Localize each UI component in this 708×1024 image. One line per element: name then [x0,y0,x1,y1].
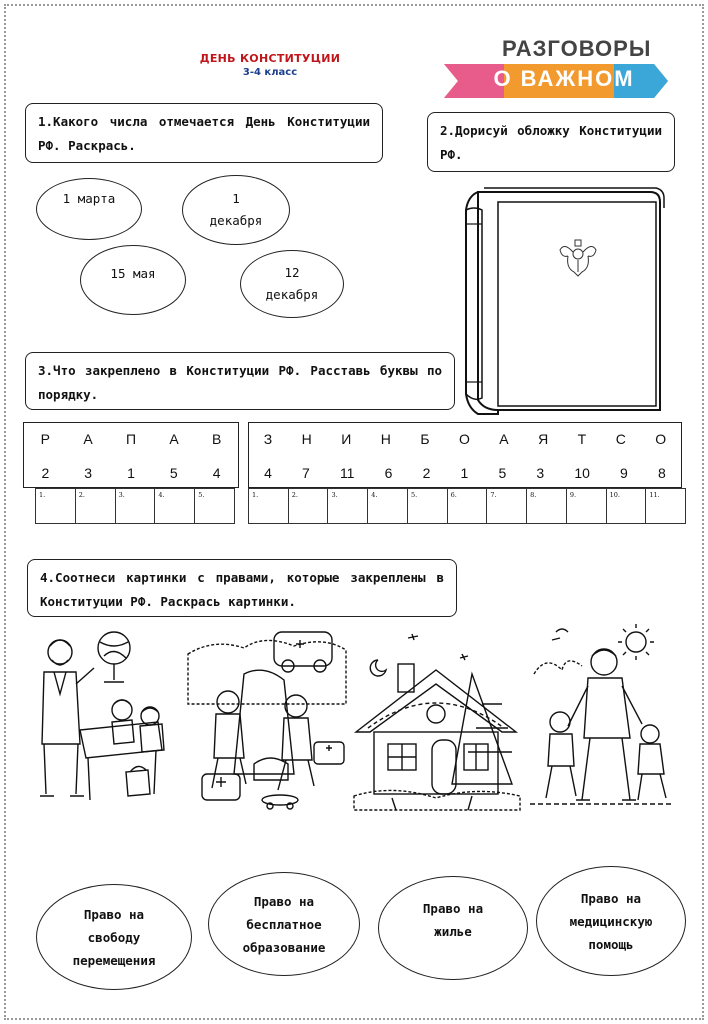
cell-index: 11. [649,491,660,499]
right-line: образование [242,939,326,955]
answer-cell[interactable] [646,489,685,523]
letter: Я [538,431,549,447]
option-line: 1 [232,191,240,206]
letter: С [615,431,626,447]
word2-numbers [249,465,681,481]
date-option-oval[interactable] [36,178,142,240]
cell-index: 2. [78,491,85,499]
task4-box [27,559,457,617]
right-line: бесплатное [246,916,322,932]
letter: З [263,431,273,447]
right-line: помощь [588,936,634,952]
number: 1 [127,465,135,481]
task3-text: 3.Что закреплено в Конституции РФ. Расставь буквы по порядку. [38,363,442,402]
number: 7 [302,465,310,481]
answer-cell[interactable] [607,489,647,523]
word1-answer-row [35,488,235,524]
answer-cell[interactable] [527,489,567,523]
task1-box [25,103,383,163]
cell-index: 10. [609,491,620,499]
number: 4 [264,465,272,481]
logo-top-text: РАЗГОВОРЫ [502,36,652,61]
letter: П [125,431,137,447]
answer-cell[interactable] [487,489,527,523]
cell-index: 3. [118,491,125,499]
answer-cell[interactable] [155,489,195,523]
word2-letters [249,431,681,447]
answer-cell[interactable] [408,489,448,523]
answer-cell[interactable] [368,489,408,523]
task1-text: 1.Какого числа отмечается День Конституции РФ. Раскрась. [38,114,370,153]
letter: О [458,431,470,447]
medics-picture-icon[interactable] [184,624,350,814]
cell-index: 4. [371,491,378,499]
cell-index: 1. [252,491,259,499]
cell-index: 2. [291,491,298,499]
letter: Т [577,431,587,447]
number: 2 [41,465,50,481]
number: 9 [620,465,628,481]
answer-cell[interactable] [116,489,156,523]
answer-cell[interactable] [249,489,289,523]
cell-index: 8. [530,491,537,499]
cell-index: 5. [410,491,418,499]
task4-text: 4.Соотнеси картинки с правами, которые закреплены в Конституции РФ. Раскрась картинки. [40,570,444,609]
letter: А [83,431,93,447]
task3-box [25,352,455,410]
answer-cell[interactable] [36,489,76,523]
letter: А [499,431,509,447]
cell-index: 1. [39,491,46,499]
logo-bottom-text: О ВАЖНОМ [493,66,635,91]
option-line: 1 марта [62,191,116,206]
number: 5 [169,465,178,481]
option-line: 15 мая [110,266,156,281]
date-option-oval[interactable] [80,245,186,315]
number: 4 [212,465,221,481]
answer-cell[interactable] [567,489,607,523]
word1-letters [24,431,238,447]
number: 3 [84,465,93,481]
word1-numbers [24,465,238,481]
winter-house-picture-icon[interactable] [352,624,522,814]
right-line: жилье [434,924,472,939]
right-oval-education[interactable] [208,872,360,976]
right-line: Право на [580,890,642,906]
option-line: декабря [265,287,319,302]
grade-subtitle: 3-4 класс [242,67,298,78]
number: 3 [536,465,545,481]
letter: И [341,431,352,447]
family-walking-picture-icon[interactable] [526,614,678,814]
right-line: медицинскую [569,913,653,929]
number: 10 [574,465,590,481]
number: 2 [422,465,431,481]
answer-cell[interactable] [289,489,329,523]
cell-index: 5. [198,491,205,499]
option-line: 12 [284,265,300,280]
number: 8 [657,465,666,481]
answer-cell[interactable] [76,489,116,523]
right-line: Право на [253,893,315,909]
task2-text: 2.Дорисуй обложку Конституции РФ. [440,123,662,162]
cell-index: 9. [569,491,577,499]
task2-box [427,112,675,172]
right-oval-medical[interactable] [536,866,686,976]
word2-letter-table [248,422,682,488]
book-icon [460,182,670,418]
number: 1 [460,465,469,481]
letter: А [169,431,179,447]
letter: В [212,431,222,447]
teacher-children-picture-icon[interactable] [30,624,180,814]
right-line: Право на [422,901,484,916]
right-line: Право на [83,906,145,922]
answer-cell[interactable] [328,489,368,523]
right-line: перемещения [72,952,156,968]
right-line: свободу [87,929,141,945]
number: 5 [498,465,507,481]
cell-index: 4. [158,491,165,499]
cell-index: 7. [490,491,497,499]
letter: Н [301,431,312,447]
cell-index: 3. [331,491,338,499]
cell-index: 6. [450,491,457,499]
letter: Б [420,431,430,447]
word1-letter-table [23,422,239,488]
page-title: ДЕНЬ КОНСТИТУЦИИ [199,52,341,65]
right-oval-housing[interactable] [378,876,528,980]
date-option-oval[interactable] [240,250,344,318]
right-oval-movement[interactable] [36,884,192,990]
word2-answer-row [248,488,686,524]
answer-cell[interactable] [448,489,488,523]
letter: Н [380,431,391,447]
letter: Р [40,431,50,447]
date-option-oval[interactable] [182,175,290,245]
number: 6 [384,465,393,481]
option-line: декабря [209,213,263,228]
razgovory-logo [444,34,670,100]
answer-cell[interactable] [195,489,234,523]
number: 11 [339,465,355,481]
letter: О [655,431,667,447]
